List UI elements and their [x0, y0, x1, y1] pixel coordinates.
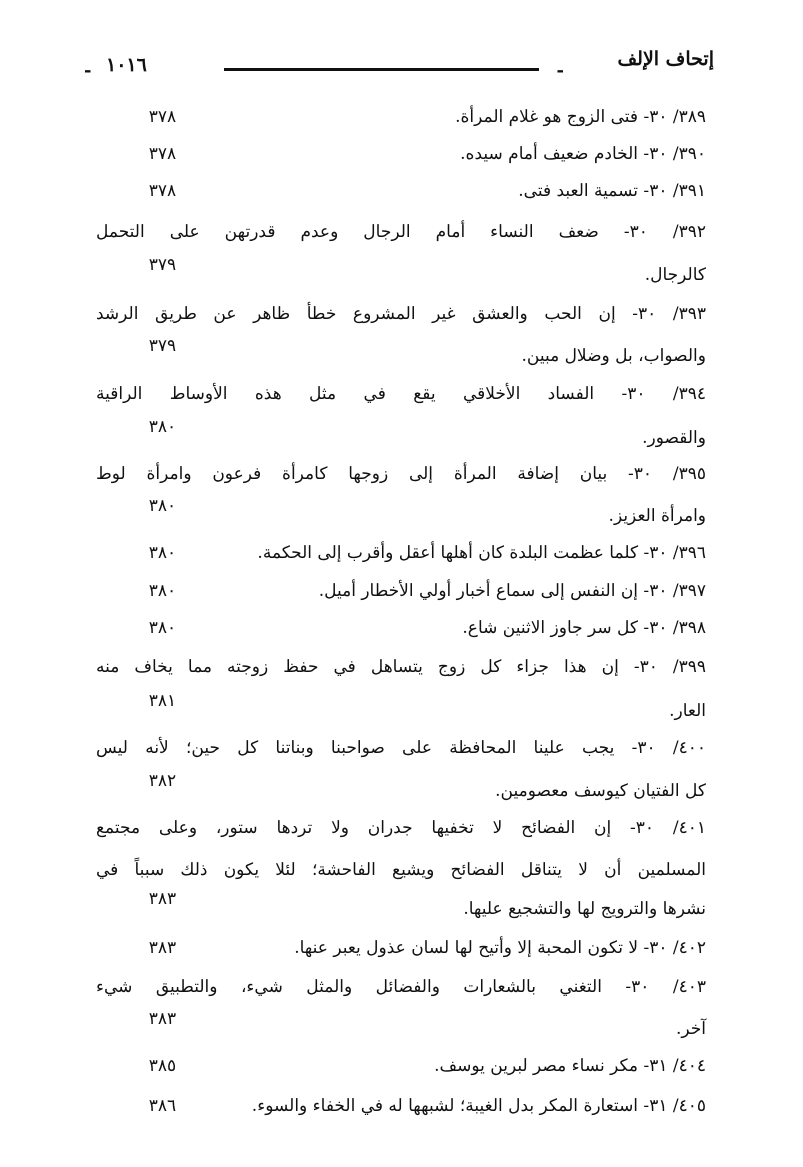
entry-text-line: ٣٩٤/ ٣٠- الفساد الأخلاقي يقع في مثل هذه الأوساط الراقية — [96, 384, 706, 404]
entry-text-line: ٣٨٩/ ٣٠- فتى الزوج هو غلام المرأة. — [455, 107, 706, 127]
entry-text-line: ٣٩٦/ ٣٠- كلما عظمت البلدة كان أهلها أعقل وأقرب إلى الحكمة. — [257, 543, 706, 563]
entry-page-ref: ٣٧٩ — [148, 255, 177, 275]
page-number: ١٠١٦ — [106, 54, 147, 76]
entry-page-ref: ٣٨٣ — [148, 1009, 177, 1029]
entry-text-line: والصواب، بل وضلال مبين. — [521, 346, 706, 366]
entry-page-ref: ٣٨٠ — [148, 543, 177, 563]
entry-page-ref: ٣٧٨ — [148, 144, 177, 164]
entry-page-ref: ٣٨٠ — [148, 618, 177, 638]
entry-text-line: ٣٩٥/ ٣٠- بيان إضافة المرأة إلى زوجها كامرأة فرعون وامرأة لوط — [96, 464, 706, 484]
entry-text-line: ٣٩٠/ ٣٠- الخادم ضعيف أمام سيده. — [460, 144, 706, 164]
entry-page-ref: ٣٨٥ — [148, 1056, 177, 1076]
header-rule — [224, 68, 539, 71]
entry-page-ref: ٣٨٣ — [148, 889, 177, 909]
entry-text-line: ٤٠٣/ ٣٠- التغني بالشعارات والفضائل والمثل شيء، والتطبيق شيء — [96, 977, 706, 997]
entry-page-ref: ٣٧٨ — [148, 181, 177, 201]
entry-text-line: ٣٩٧/ ٣٠- إن النفس إلى سماع أخبار أولي الأخطار أميل. — [318, 581, 706, 601]
entry-text-line: ٣٩٨/ ٣٠- كل سر جاوز الاثنين شاع. — [462, 618, 706, 638]
entry-page-ref: ٣٨٦ — [148, 1096, 177, 1116]
entry-text-line: المسلمين أن لا يتناقل الفضائح ويشيع الفاحشة؛ لئلا يكون ذلك سبباً في — [96, 860, 706, 880]
entry-text-line: ٣٩٢/ ٣٠- ضعف النساء أمام الرجال وعدم قدرتهن على التحمل — [96, 222, 706, 242]
entry-text-line: ٣٩٩/ ٣٠- إن هذا جزاء كل زوج يتساهل في حفظ زوجته مما يخاف منه — [96, 657, 706, 677]
entry-text-line: ٣٩٣/ ٣٠- إن الحب والعشق غير المشروع خطأ ظاهر عن طريق الرشد — [96, 304, 706, 324]
entry-page-ref: ٣٧٩ — [148, 336, 177, 356]
entry-page-ref: ٣٨٣ — [148, 938, 177, 958]
entry-text-line: كالرجال. — [644, 265, 706, 285]
entry-text-line: نشرها والترويج لها والتشجيع عليها. — [463, 899, 706, 919]
entry-page-ref: ٣٨٢ — [148, 771, 177, 791]
header-dash-left: - — [84, 60, 92, 81]
entry-text-line: آخر. — [675, 1019, 706, 1039]
entry-text-line: العار. — [669, 701, 706, 721]
entry-text-line: ٤٠٠/ ٣٠- يجب علينا المحافظة على صواحبنا وبناتنا كل حين؛ لأنه ليس — [96, 738, 706, 758]
entry-text-line: والقصور. — [642, 428, 706, 448]
entry-text-line: وامرأة العزيز. — [608, 506, 706, 526]
entry-text-line: كل الفتيان كيوسف معصومين. — [495, 781, 706, 801]
entry-page-ref: ٣٧٨ — [148, 107, 177, 127]
entry-text-line: ٤٠٢/ ٣٠- لا تكون المحبة إلا وأتيح لها لسان عذول يعبر عنها. — [294, 938, 706, 958]
entry-page-ref: ٣٨٠ — [148, 581, 177, 601]
entry-page-ref: ٣٨٠ — [148, 417, 177, 437]
book-title: إتحاف الإلف — [617, 48, 714, 70]
running-header — [84, 46, 714, 86]
header-dash-right: - — [556, 60, 564, 81]
entry-page-ref: ٣٨١ — [148, 691, 177, 711]
entry-text-line: ٤٠٥/ ٣١- استعارة المكر بدل الغيبة؛ لشبهها له في الخفاء والسوء. — [251, 1096, 706, 1116]
entry-text-line: ٤٠١/ ٣٠- إن الفضائح لا تخفيها جدران ولا تردها ستور، وعلى مجتمع — [96, 818, 706, 838]
entry-page-ref: ٣٨٠ — [148, 496, 177, 516]
entry-text-line: ٣٩١/ ٣٠- تسمية العبد فتى. — [518, 181, 706, 201]
entry-text-line: ٤٠٤/ ٣١- مكر نساء مصر لبرين يوسف. — [434, 1056, 706, 1076]
